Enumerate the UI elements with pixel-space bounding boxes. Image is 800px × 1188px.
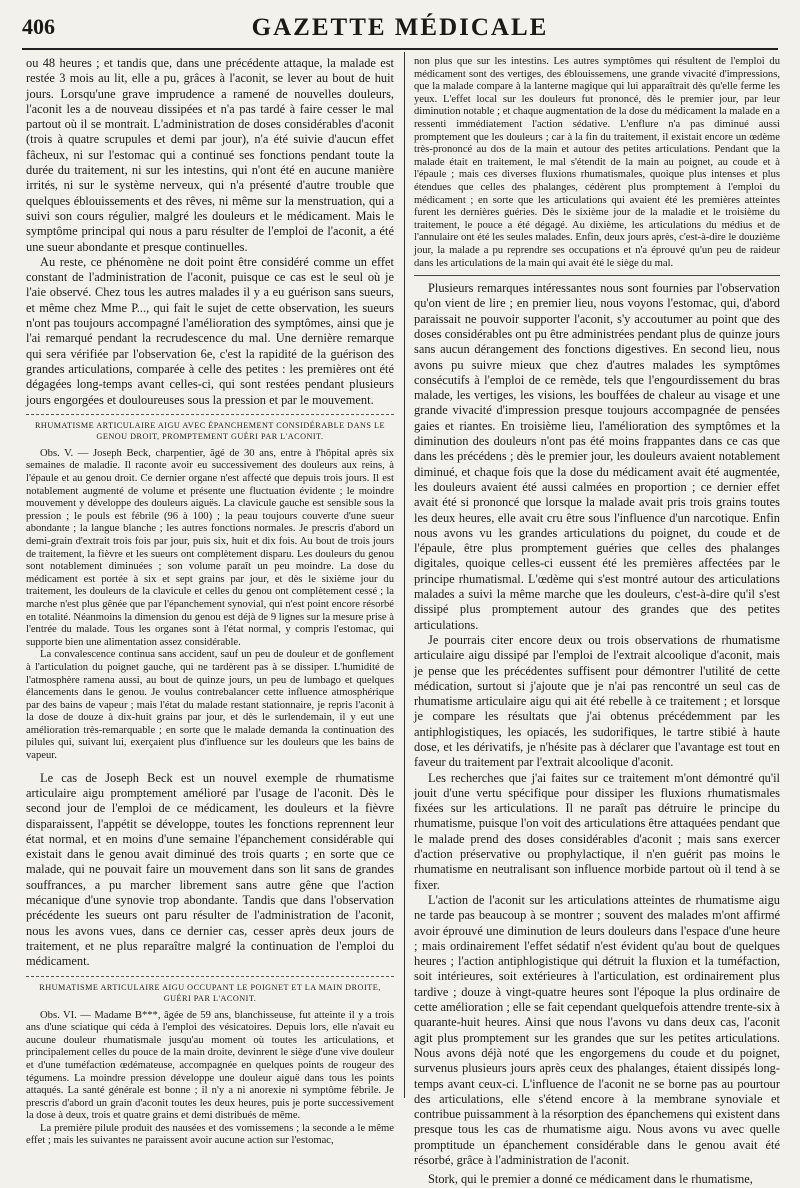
observation-paragraph: La première pilule produit des nausées et des vomissemens ; la seconde a le même effet ; mais les suivantes ne paraissent avoir aucune action sur l'estomac, bbox=[26, 1122, 394, 1147]
section-heading: RHUMATISME ARTICULAIRE AIGU AVEC ÉPANCHEMENT CONSIDÉRABLE DANS LE GENOU DROIT, PROMPTEMENT GUÉRI PAR L'ACONIT. bbox=[34, 420, 386, 441]
left-column bbox=[26, 56, 395, 1147]
observation-paragraph bbox=[26, 1010, 394, 1123]
paragraph: L'action de l'aconit sur les articulations atteintes de rhumatisme aigu ne tarde pas beaucoup à se montrer ; souvent des malades m'ont affirmé avoir éprouvé une diminution de leurs douleurs dans l'espace d'une heure ; mais ordinairement l'effet sédatif n'est évident qu'au bout de quelques heures ; l'action antiphlogistique qui détruit la fluxion et la tuméfaction, soit intérieures, soit extérieures à l'articulation, est ordinairement plus tardive ; douze à vingt-quatre heures sont l'époque la plus ordinaire de cette amélioration ; elle se fait cependant quelquefois attendre trente-six à quarante-huit heures. Ainsi que nous l'avons vu dans deux cas, l'aconit agit plus promptement sur les grandes que sur les petites articulations. Nous avons déjà noté que les engorgemens du coude et du poignet, survenus plusieurs jours après ceux des phalanges, étaient dissipés long-temps avant ceux-ci. L'influence de l'aconit ne se borne pas au pourtour des articulations, elle s'étend encore à la membrane synoviale et contribue puissamment à la résorption des épanchemens qui existent dans presque tous les cas de rhumatisme aigu. Nous avons vu avec quelle promptitude un épanchement considérable dans le genou avait été résorbé, grâce à l'administration de l'aconit. bbox=[414, 892, 780, 1168]
paragraph: Au reste, ce phénomène ne doit point être considéré comme un effet constant de l'administration de l'aconit, puisque ce cas est le seul où je l'aie observé. Chez tous les autres malades il y a eu guérison sans sueurs, et même chez Mme P..., qui fait le sujet de cette observation, les sueurs n'ont pas toujours accompagné l'amélioration des symptômes, ainsi que je l'ai remarqué pendant la recrudescence du mal. Une dernière remarque qui sera vérifiée par l'observation 6e, c'est la rapidité de la guérison des grandes articulations, comparée à celle des petites : les premières ont été dégagées long-temps avant celles-ci, qui sont restées pendant plusieurs jours engorgées et douloureuses sous la pression et par le mouvement. bbox=[26, 254, 394, 407]
section-divider bbox=[26, 976, 394, 977]
observation-paragraph: La convalescence continua sans accident, sauf un peu de douleur et de gonflement à l'articulation du poignet gauche, qui ne tardèrent pas à se dissiper. L'humidité de l'atmosphère ramena aussi, au bout de quinze jours, un peu de lumbago et quelques élancements dans le genou. Je voulus contrebalancer cette influence atmosphérique par des bains de vapeur ; mais l'état du malade restant stationnaire, je repris l'aconit à la dose de douze à dix-huit grains par jour, et dès le surlendemain, il y eut une amélioration très-remarquable ; en sorte que le malade demanda la continuation des pilules qui, suivant lui, exerçaient plus d'influence sur les douleurs que les bains de vapeur. bbox=[26, 649, 394, 762]
observation-paragraph: non plus que sur les intestins. Les autres symptômes qui résultent de l'emploi du médicament sont des vertiges, des éblouissemens, une grande vivacité d'impressions, que la malade compare à la lanterne magique qui lui apparaîtrait dès qu'elle ferme les yeux. L'effet local sur les douleurs fut prononcé, dès le premier jour, par leur diminution notable ; et chaque augmentation de la dose du médicament la malade en a ressenti immédiatement l'action sédative. L'enflure n'a pas diminué aussi promptement que les douleurs ; car à la fin du traitement, il existait encore un œdème très-prononcé au dos de la main et autour des petites articulations. Pendant que la malade était en traitement, le mal s'étendit de la main au poignet, au coude et à l'épaule ; mais ces diverses fluxions rhumatismales, quoique plus intenses et plus étendues que celles des phalanges, cédèrent plus promptement à l'emploi du médicament ; en sorte que les articulations qui avaient été les premières atteintes furent les dernières guéries. Dès le sixième jour de la maladie et le troisième du traitement, le pouce a été dégagé. Au dixième, les articulations du médius et de l'annulaire ont été les seules malades. Enfin, deux jours après, c'est-à-dire le douzième jour, la malade a pu reprendre ses occupations et n'a éprouvé qu'un peu de raideur dans les articulations de la main qui avait été le siège du mal. bbox=[414, 56, 780, 269]
page-header bbox=[22, 14, 778, 44]
section-divider bbox=[26, 414, 394, 415]
journal-title: GAZETTE MÉDICALE bbox=[251, 14, 549, 41]
paragraph: ou 48 heures ; et tandis que, dans une précédente attaque, la malade est restée 3 mois au lit, elle a pu, grâces à l'aconit, se lever au bout de huit jours. Lorsqu'une grave imprudence a ramené de nouvelles douleurs, l'aconit les a de nouveau dissipées et n'a pas tardé à faire cesser le mal partout où il se montrait. L'administration de doses considérables d'aconit (trois à quatre scrupules et demi par jour), n'a été suivie d'aucun effet fâcheux, ni sur l'estomac qui a continué ses fonctions pendant toute la durée du traitement, ni sur les intestins, qui n'ont été en aucune manière irrités, ni sur le système nerveux, qui n'a présenté d'autre trouble que quelques éblouissements et des rêves, ni même sur la menstruation, qui a suivi son cours régulier, malgré les douleurs et le médicament. Mais le symptôme principal qui nous a paru résulter de l'emploi de l'aconit, a été une sueur abondante et presque continuelles. bbox=[26, 56, 394, 254]
section-divider bbox=[414, 275, 780, 276]
observation-label: Obs. VI. bbox=[40, 1009, 77, 1021]
section-heading: RHUMATISME ARTICULAIRE AIGU OCCUPANT LE POIGNET ET LA MAIN DROITE, GUÉRI PAR L'ACONIT. bbox=[39, 982, 381, 1003]
paragraph: Les recherches que j'ai faites sur ce traitement m'ont démontré qu'il jouit d'une vertu spécifique pour dissiper les fluxions rhumatismales fixées sur les articulations. Il ne paraît pas détruire le principe du rhumatisme, puisque l'on voit des articulations être attaquées pendant que le malade prend des doses considérables d'aconit ; mais sans exercer d'action préservative ou prophylactique, il n'en guérit pas moins le rhumatisme en neutralisant son influence morbide partout où il tend à se fixer. bbox=[414, 770, 780, 892]
paragraph: Plusieurs remarques intéressantes nous sont fournies par l'observation qu'on vient de lire ; en premier lieu, nous voyons l'estomac, qui, d'abord paraissait ne pouvoir supporter l'aconit, s'y accoutumer au point que des doses considérables ont pu être administrées pendant plus de quinze jours sans aucun dérangement des fonctions digestives. En second lieu, nous avons pu suivre mieux que chez d'autres malades les symptômes consécutifs à l'emploi de ce remède, tels que l'engourdissement du bras malade, les vertiges, les visions, les bouffées de chaleur au visage et une grande vivacité d'impression presque toujours accompagnée de pensées gaies et riantes. En troisième lieu, l'amélioration des symptômes et la diminution des douleurs n'ont pas été moins frappantes dans ce cas que dans les précédens ; dès le premier jour, les douleurs avaient notablement diminué, et chaque fois que la dose du médicament avait été augmentée, les douleurs avaient été aussi calmées en proportion ; ce dernier effet avait été si prononcé que lorsque la malade avait pris trois grains toutes les deux heures, elle avait cru être sous l'influence d'un narcotique. Enfin nous avons vu les grandes articulations du poignet, du coude et de l'épaule, être plus promptement guéries que celles des phalanges digitales, quoique celles-ci eussent été les premières affectées par le principe rhumatismal. L'œdème qui s'est montré autour des articulations malades a suivi la même marche que les douleurs, c'est-à-dire qu'il s'est dissipé plus promptement autour des grandes que des petites articulations. bbox=[414, 281, 780, 632]
header-rule bbox=[22, 48, 778, 50]
observation-label: Obs. V. bbox=[40, 447, 74, 459]
paragraph: Le cas de Joseph Beck est un nouvel exemple de rhumatisme articulaire aigu promptement amélioré par l'usage de l'aconit. Dès le second jour de l'emploi de ce médicament, les douleurs et la fièvre disparaissent, l'appétit se développe, toutes les fonctions reprennent leur état normal, et en moins d'une semaine l'épanchement considérable qui existait dans le genou avait diminué des trois quarts ; en sorte que ce malade, qui ne pouvait faire un mouvement dans son lit sans de grandes souffrances, a pu marcher librement sans autre gêne que l'action mécanique d'une synovie trop abondante. Tandis que dans l'observation précédente les sueurs ont paru résulter de l'administration de l'aconit, nous les avons vues, dans ce dernier cas, cesser après deux jours de traitement, et ne plus reparaître malgré la continuation de l'emploi du médicament. bbox=[26, 770, 394, 969]
page-number: 406 bbox=[22, 14, 55, 39]
observation-text: — Joseph Beck, charpentier, âgé de 30 ans, entre à l'hôpital après six semaines de maladie. Il raconte avoir eu successivement des douleurs aux reins, à l'épaule et au genou droit. Ce dernier organe n'est affecté que depuis trois jours. Il est notablement augmenté de volume et présente une fluctuation évidente ; le moindre mouvement y développe des douleurs aiguës. La clavicule gauche est sensible sous la pression ; le pouls est fébrile (96 à 100) ; la peau toujours couverte d'une sueur abondante ; la langue blanche ; les autres fonctions normales. Je prescris d'abord un demi-grain d'extrait trois fois par jour, puis six, huit et dix fois. Au bout de trois jours de traitement, la fièvre et les sueurs ont complètement disparu. Les douleurs du genou sont notablement diminuées ; son volume paraît un peu moindre. La dose du médicament est portée à six et sept grains par jour, et dès le sixième jour du traitement, les douleurs de la clavicule et celles du genou ont complètement cessé ; la marche n'est plus gênée que par l'épanchement synovial, qui n'est point encore résorbé en totalité. Néanmoins la dimension du genou est déjà de 9 lignes sur la mesure prise à l'entrée du malade. Tous les organes sont à l'état normal, y compris l'estomac, qui supporte bien une alimentation assez considérable. bbox=[26, 447, 395, 648]
right-column bbox=[414, 56, 780, 1187]
observation-text: — Madame B***, âgée de 59 ans, blanchisseuse, fut atteinte il y a trois ans d'une sciatique qui céda à l'emploi des vésicatoires. Depuis lors, elle n'avait eu aucune douleur rhumatismale jusqu'au moment où toutes les articulations, et principalement celles du pouce de la main droite, devinrent le siège d'une vive douleur et d'une tuméfaction œdémateuse, accompagnée en quelques points de rougeur des tégumens. La moindre pression développe une douleur aiguë dans tous les points attaqués. La santé générale est bonne ; il n'y a ni anorexie ni symptôme fébrile. Je prescris d'abord un grain d'aconit toutes les deux heures, puis je porte successivement la dose à deux, trois et quatre grains et demi distribués de même. bbox=[26, 1009, 394, 1122]
observation-paragraph bbox=[26, 448, 394, 650]
paragraph: Je pourrais citer encore deux ou trois observations de rhumatisme articulaire aigu dissipé par l'emploi de l'extrait alcoolique d'aconit, mais je pense que les précédentes suffisent pour démontrer l'utilité de cette médication, surtout si j'ajoute que je n'ai pas rencontré un seul cas de rhumatisme articulaire aigu qui ait été rebelle à ce traitement ; et lorsque je compare les résultats que j'ai obtenus précédemment par les antiphlogistiques, les opiacés, les sudorifiques, le tartre stibié à haute dose, et les dérivatifs, je n'hésite pas à déclarer que l'avantage est tout en faveur du traitement par l'extrait alcoolique d'aconit. bbox=[414, 632, 780, 770]
paragraph: Stork, qui le premier a donné ce médicament dans le rhumatisme, bbox=[428, 1172, 753, 1187]
column-divider bbox=[404, 52, 405, 1098]
